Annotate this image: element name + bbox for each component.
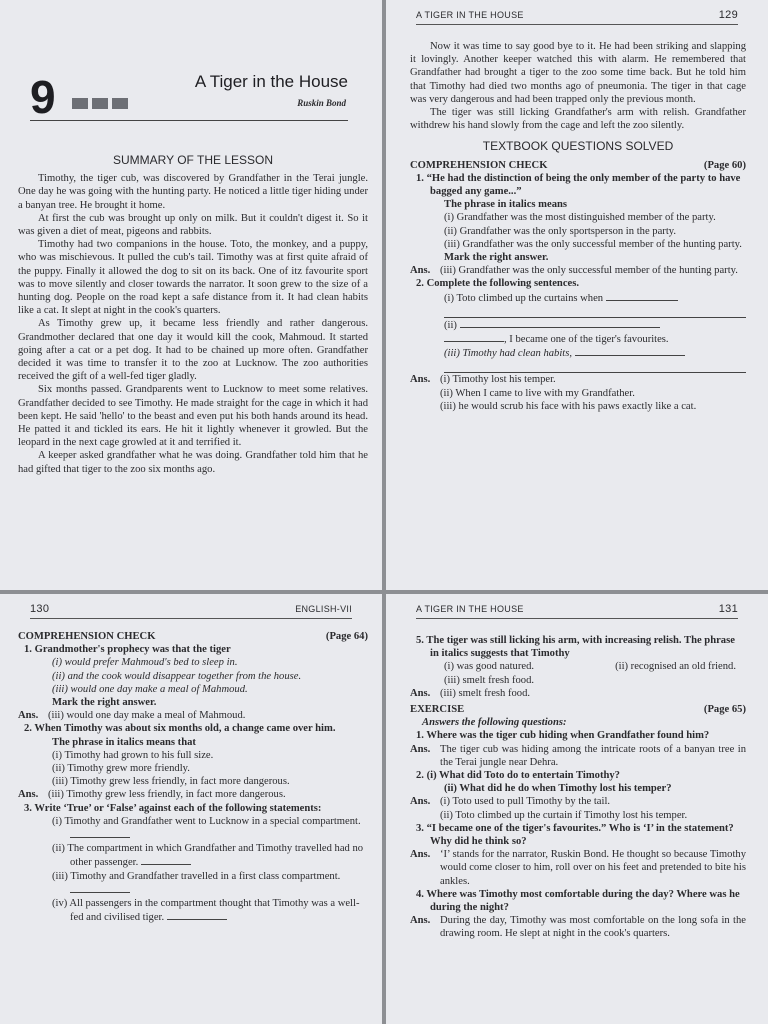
- answer-text: During the day, Timothy was most comfortable on the long sofa in the drawing room. He slept at night in the cook's quarters.: [440, 915, 746, 940]
- summary-paragraph: Timothy had two companions in the house. Toto, the monkey, and a puppy, who was mischievous. It pulled the cub's tail. Timothy was at first quite afraid of the puppy. Finally it allowed the dog to sit on its back. One of itz favourite sport was to move silently and closer towards the narrator. It soon grew to the size of a hunting dog. People on the road kept a safe distance from it. It had clean habits like a cat. It slept at night in the cook's quarters.: [18, 239, 368, 317]
- option: (i) Grandfather was the most distinguished member of the party.: [444, 212, 716, 224]
- page-128: [0, 0, 382, 590]
- fill-item: , I became one of the tiger's favourites.: [410, 332, 746, 346]
- answer-label: Ans.: [410, 374, 431, 386]
- statement: (ii) The compartment in which Grandfather and Timothy travelled had no other passenger.: [52, 843, 364, 869]
- page-129: [386, 0, 768, 590]
- blank-line: [444, 305, 746, 318]
- option: (i) was good natured.: [444, 661, 535, 673]
- page-number: 131: [718, 603, 738, 615]
- mark-instruction: Mark the right answer.: [444, 252, 549, 264]
- answer-label: Ans.: [410, 915, 431, 927]
- check-heading: COMPREHENSION CHECK: [18, 631, 156, 642]
- page-number: 130: [30, 603, 50, 615]
- page-header: [30, 604, 352, 619]
- answer-text: (ii) Toto climbed up the curtain if Timothy lost his temper.: [440, 809, 688, 821]
- page-number: 129: [718, 9, 738, 21]
- chapter-title: A Tiger in the House: [194, 72, 348, 91]
- summary-paragraph: A keeper asked grandfather what he was doing. Grandfather told him that he had gifted that tiger to the zoo six months ago.: [18, 450, 368, 475]
- answer-text: (iii) smelt fresh food.: [440, 687, 531, 699]
- answer-label: Ans.: [410, 796, 431, 808]
- summary-heading: SUMMARY OF THE LESSON: [112, 153, 274, 167]
- exercise-page: (Page 65): [703, 704, 746, 716]
- statement: (iv) All passengers in the compartment thought that Timothy was a well-fed and civilised tiger.: [52, 898, 360, 924]
- check-heading-row: [410, 159, 746, 172]
- option: (iii) Grandfather was the only successful member of the hunting party.: [444, 238, 742, 250]
- summary-paragraph: Six months passed. Grandparents went to Lucknow to meet some relatives. Grandfather decided to see Timothy. He made straight for the cage in which it had been kept. He said 'hello' to the beast and even put his both hands around its head. He patted it and tickled its ears. He hit it lightly whenever it growled. But the leopard in the next cage growled at it and terrified it.: [18, 384, 368, 449]
- title-rule: [30, 120, 348, 121]
- option: (iii) Timothy grew less friendly, in fact more dangerous.: [52, 776, 290, 788]
- question-1: 1. “He had the distinction of being the only member of the party to have bagged any game...”: [416, 172, 741, 198]
- fill-item: (ii): [410, 318, 746, 332]
- option: (ii) and the cook would disappear together from the house.: [52, 670, 302, 682]
- summary-paragraph: As Timothy grew up, it became less friendly and rather dangerous. Grandmother declared that one day it would kill the cook, Mahmoud. It started going after a cat or a pet dog. It had to be chained up more often. Grandfather decided it was time to transfer it to the zoo at Lucknow. The zoo authorities received the gift of a well-fed tiger gladly.: [18, 318, 368, 383]
- answer-label: Ans.: [18, 789, 39, 801]
- answer-label: Ans.: [410, 687, 431, 699]
- page-131-body: [410, 634, 746, 941]
- statement: (iii) Timothy and Grandfather travelled in a first class compartment.: [18, 870, 368, 897]
- chapter-number: 9: [30, 71, 56, 123]
- exercise-heading: EXERCISE: [410, 704, 465, 716]
- exercise-answer: [410, 743, 746, 769]
- answer-text: (i) Toto used to pull Timothy by the tail.: [440, 796, 611, 808]
- exercise-question: 3. “I became one of the tiger's favourites.” Who is ‘I’ in the statement? Why did he think so?: [416, 822, 734, 848]
- page-131: [386, 594, 768, 1024]
- answer-text: (iii) Grandfather was the only successful member of the hunting party.: [440, 265, 738, 277]
- mark-instruction: Mark the right answer.: [52, 697, 157, 709]
- question-1-sub: The phrase in italics means: [444, 199, 568, 211]
- answer-label: Ans.: [410, 743, 431, 755]
- exercise-question: 2. (i) What did Toto do to entertain Timothy?: [416, 770, 620, 782]
- option: (i) Timothy had grown to his full size.: [52, 749, 214, 761]
- question-2: 2. Complete the following sentences.: [416, 278, 580, 290]
- answer-2: [410, 373, 746, 413]
- answer-label: Ans.: [410, 849, 431, 861]
- exercise-question: 4. Where was Timothy most comfortable during the day? Where was he during the night?: [416, 888, 740, 914]
- exercise-answer: [410, 848, 746, 888]
- page-header: [416, 10, 738, 25]
- option: (iii) would one day make a meal of Mahmoud.: [52, 683, 248, 695]
- exercise-question: 1. Where was the tiger cub hiding when Grandfather found him?: [416, 730, 710, 742]
- option: (ii) recognised an old friend.: [615, 661, 736, 673]
- answer-text: ‘I’ stands for the narrator, Ruskin Bond. He thought so because Timothy would come closer to him, roll over on his feet and pretended to bite his ankles.: [440, 849, 746, 887]
- exercise-answer: [410, 795, 746, 821]
- exercise-answer: [410, 914, 746, 940]
- question-2: 2. When Timothy was about six months old, a change came over him.: [24, 723, 336, 735]
- running-head: ENGLISH-VII: [295, 604, 352, 614]
- answer-label: Ans.: [410, 265, 431, 277]
- summary-paragraph: Timothy, the tiger cub, was discovered by Grandfather in the Terai jungle. One day he was going with the hunting party. He noticed a little tiger hiding under a banyan tree. He brought it home.: [18, 173, 368, 211]
- check-page: (Page 60): [703, 159, 746, 171]
- chapter-bars: [72, 98, 128, 109]
- answer-2: [18, 788, 368, 801]
- option: (i) would prefer Mahmoud's bed to sleep in.: [52, 657, 238, 669]
- running-head: A TIGER IN THE HOUSE: [416, 604, 524, 614]
- question-1: 1. Grandmother's prophecy was that the tiger: [24, 644, 231, 656]
- answer-5: [410, 687, 746, 700]
- option: (iii) smelt fresh food.: [444, 674, 535, 686]
- answer-1: [410, 264, 746, 277]
- statement: (i) Timothy and Grandfather went to Lucknow in a special compartment.: [18, 815, 368, 842]
- summary-paragraph: At first the cub was brought up only on milk. But it couldn't digest it. So it was given a diet of meat, pigeons and rabbits.: [18, 212, 368, 238]
- check-heading: COMPREHENSION CHECK: [410, 159, 548, 171]
- blank-line: [444, 360, 746, 373]
- question-5-options: [410, 660, 746, 673]
- answer-text: (iii) Timothy grew less friendly, in fact more dangerous.: [48, 789, 286, 801]
- question-5: 5. The tiger was still licking his arm, with increasing relish. The phrase in italics suggests that Timothy: [416, 635, 735, 660]
- exercise-heading-row: [410, 703, 746, 716]
- summary-section: [18, 150, 368, 476]
- answer-text: The tiger cub was hiding among the intricate roots of a banyan tree in the Terai jungle near Dehra.: [440, 743, 746, 768]
- exercise-question: (ii) What did he do when Timothy lost his temper?: [444, 783, 672, 795]
- fill-item: (i) Toto climbed up the curtains when: [410, 291, 746, 305]
- section-heading: TEXTBOOK QUESTIONS SOLVED: [482, 139, 674, 154]
- story-paragraph: The tiger was still licking Grandfather's arm with relish. Grandfather withdrew his hand slowly from the cage and left the zoo silently.: [410, 107, 746, 132]
- answer-label: Ans.: [18, 710, 39, 722]
- running-head: A TIGER IN THE HOUSE: [416, 10, 524, 20]
- page-130: [0, 594, 382, 1024]
- question-3: 3. Write ‘True’ or ‘False’ against each of the following statements:: [24, 802, 322, 814]
- page-header: [416, 604, 738, 619]
- answer-1: [18, 709, 368, 722]
- page-129-body: [410, 40, 746, 413]
- answer-text: (iii) he would scrub his face with his paws exactly like a cat.: [440, 400, 697, 412]
- option: (ii) Timothy grew more friendly.: [52, 763, 190, 775]
- exercise-sub: Answers the following questions:: [422, 717, 567, 729]
- answer-text: (ii) When I came to live with my Grandfather.: [440, 387, 635, 399]
- fill-item: (iii) Timothy had clean habits,: [410, 346, 746, 360]
- page-130-body: [18, 630, 368, 924]
- answer-text: (iii) would one day make a meal of Mahmoud.: [48, 710, 246, 722]
- answer-text: (i) Timothy lost his temper.: [440, 374, 556, 386]
- chapter-author: Ruskin Bond: [297, 98, 346, 108]
- check-heading-row: [18, 630, 368, 643]
- check-page: (Page 64): [325, 631, 368, 642]
- story-paragraph: Now it was time to say good bye to it. He had been striking and slapping it lovingly. Another keeper watched this with alarm. He remembered that Grandfather had brought a tiger to the zoo some time back. But he told him that Timothy had died two months ago of pneumonia. The tiger in that cage was very dangerous and had been trapped only the previous month.: [410, 41, 746, 105]
- option: (ii) Grandfather was the only sportsperson in the party.: [444, 225, 677, 237]
- question-2-sub: The phrase in italics means that: [52, 736, 196, 748]
